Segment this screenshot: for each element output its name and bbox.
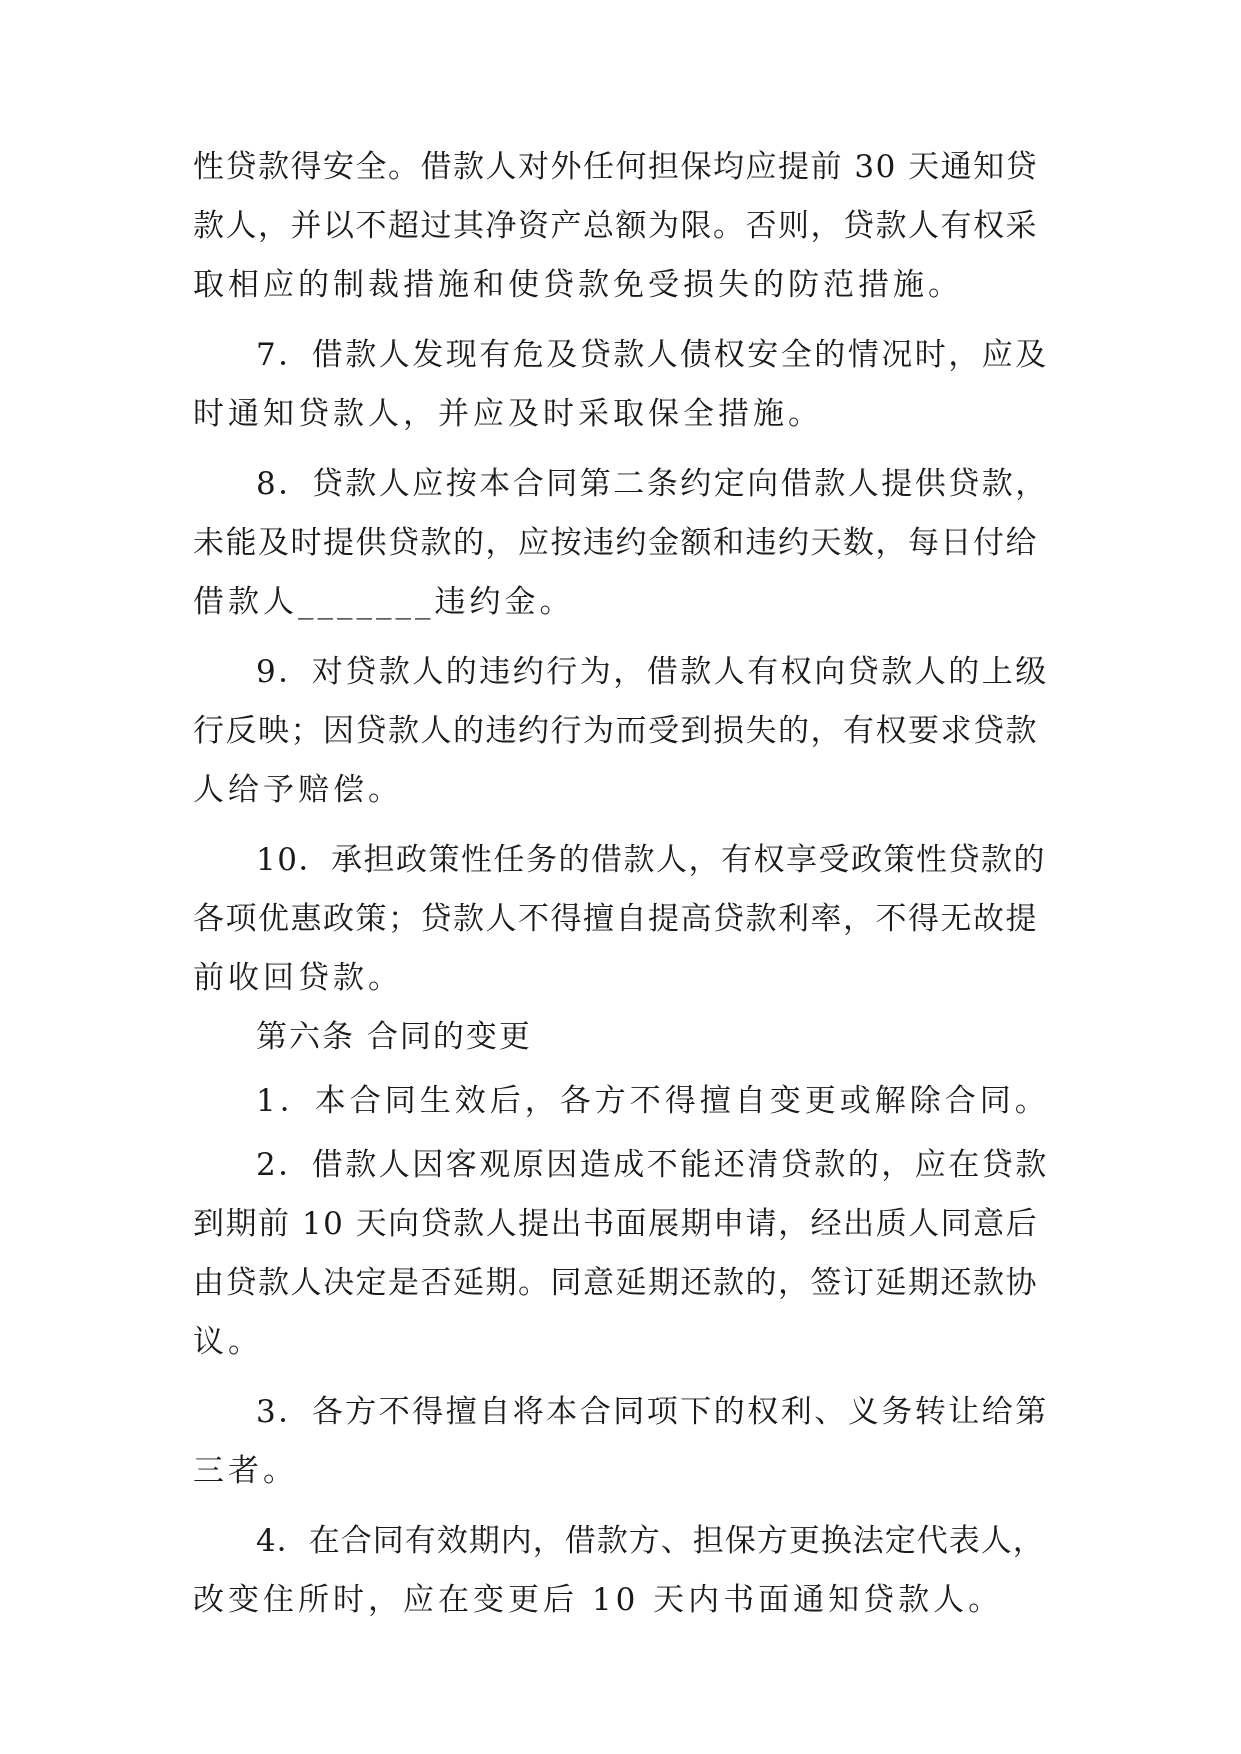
body-text-line: 行反映；因贷款人的违约行为而受到损失的，有权要求贷款 [193,713,1038,749]
body-text-line: 改变住所时，应在变更后 10 天内书面通知贷款人。 [193,1582,1004,1618]
body-text-line: 三者。 [193,1453,298,1489]
body-text-line: 人给予赔偿。 [193,772,403,808]
body-text-line: 性贷款得安全。借款人对外任何担保均应提前 30 天通知贷 [193,149,1039,185]
clause-line: 8．贷款人应按本合同第二条约定向借款人提供贷款， [256,466,1049,502]
body-text-line: 时通知贷款人，并应及时采取保全措施。 [193,396,823,432]
clause-line: 1．本合同生效后，各方不得擅自变更或解除合同。 [256,1083,1050,1119]
clause-line: 7．借款人发现有危及贷款人债权安全的情况时，应及 [256,337,1049,373]
body-text-line: 取相应的制裁措施和使贷款免受损失的防范措施。 [193,267,963,303]
body-text-line: 议。 [193,1324,263,1360]
clause-line: 4．在合同有效期内，借款方、担保方更换法定代表人， [256,1523,1045,1559]
clause-line: 10．承担政策性任务的借款人，有权享受政策性贷款的 [256,842,1046,878]
article-heading: 第六条 合同的变更 [256,1019,532,1055]
body-text-line: 未能及时提供贷款的，应按违约金额和违约天数，每日付给 [193,525,1038,561]
clause-line: 9．对贷款人的违约行为，借款人有权向贷款人的上级 [256,654,1049,690]
clause-line: 3．各方不得擅自将本合同项下的权利、义务转让给第 [256,1394,1049,1430]
body-text-line: 前收回贷款。 [193,960,403,996]
body-text-line: 借款人_______违约金。 [193,584,575,620]
body-text-line: 各项优惠政策；贷款人不得擅自提高贷款利率，不得无故提 [193,901,1038,937]
clause-line: 2．借款人因客观原因造成不能还清贷款的，应在贷款 [256,1147,1049,1183]
body-text-line: 款人，并以不超过其净资产总额为限。否则，贷款人有权采 [193,208,1038,244]
body-text-line: 由贷款人决定是否延期。同意延期还款的，签订延期还款协 [193,1265,1038,1301]
body-text-line: 到期前 10 天向贷款人提出书面展期申请，经出质人同意后 [193,1206,1039,1242]
